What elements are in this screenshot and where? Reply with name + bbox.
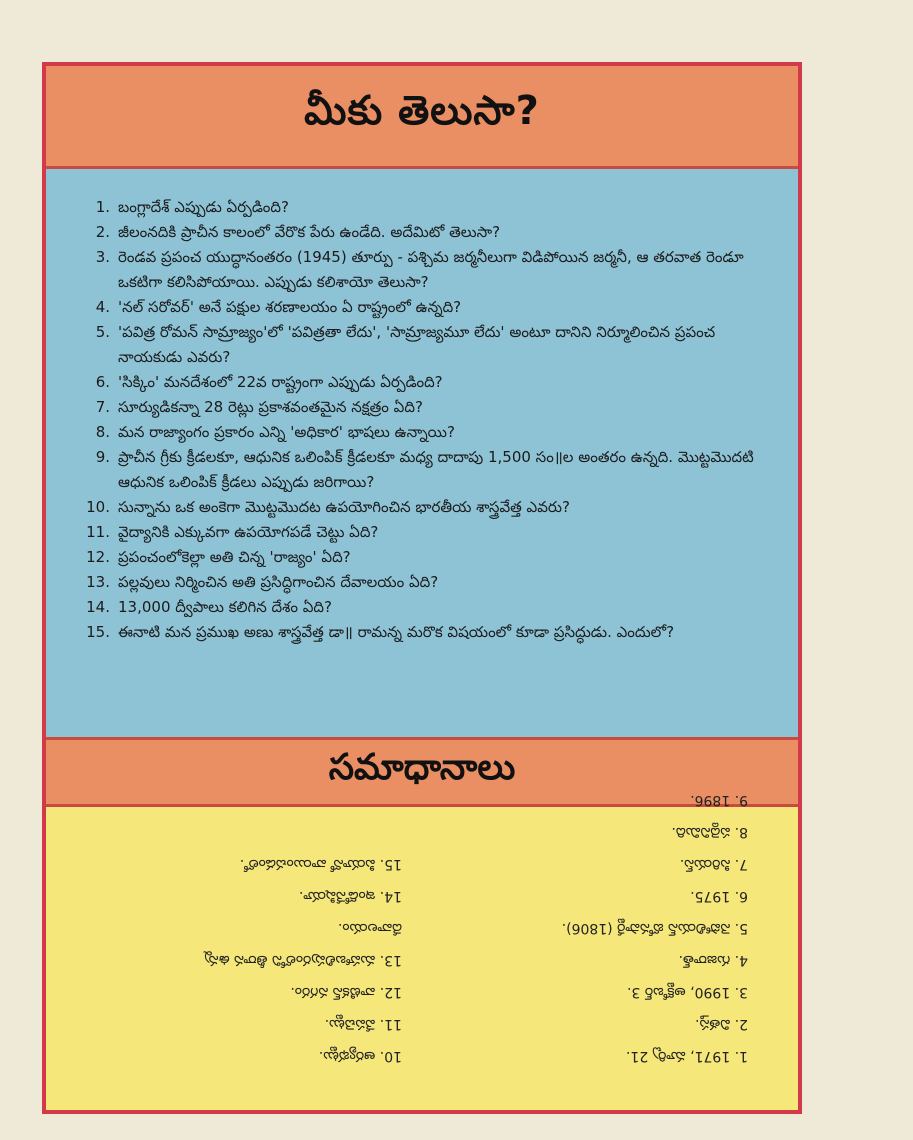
question-list	[82, 195, 778, 645]
questions-section	[46, 169, 798, 737]
answers-section	[46, 792, 798, 1110]
question-item	[82, 220, 778, 245]
question-number: 8.	[95, 423, 110, 441]
question-text: మన రాజ్యాంగం ప్రకారం ఎన్ని 'అధికార' భాషలు ఉన్నాయి?	[118, 423, 455, 441]
question-item	[82, 245, 778, 295]
answer-item: 1. 1971, మార్చి 21.	[625, 1048, 748, 1064]
question-number: 3.	[95, 248, 110, 266]
question-number: 1.	[95, 198, 110, 216]
question-text: ఈనాటి మన ప్రముఖ అణు శాస్త్రవేత్త డా॥ రామన్న మరొక విషయంలో కూడా ప్రసిద్ధుడు. ఎందులో?	[118, 623, 675, 641]
answers-title: సమాధానాలు	[328, 747, 516, 788]
question-item	[82, 395, 778, 420]
question-item	[82, 545, 778, 570]
question-item	[82, 295, 778, 320]
question-number: 9.	[95, 448, 110, 466]
page-title: మీకు తెలుసా?	[304, 88, 540, 134]
question-number: 2.	[95, 223, 110, 241]
question-text: 13,000 ద్వీపాలు కలిగిన దేశం ఏది?	[118, 598, 332, 616]
question-text: 'నల్ సరోవర్' అనే పక్షుల శరణాలయం ఏ రాష్ట్రంలో ఉన్నది?	[118, 298, 462, 316]
question-text: ప్రపంచంలోకెల్లా అతి చిన్న 'రాజ్యం' ఏది?	[118, 548, 351, 566]
answer-item: 5. నెపోలియన్ బోనపార్టే (1806).	[561, 920, 748, 936]
answer-item: 4. గుజరాత్.	[678, 952, 748, 968]
question-text: 'సిక్కిం' మనదేశంలో 22వ రాష్ట్రంగా ఎప్పుడు ఏర్పడింది?	[118, 373, 443, 391]
question-number: 4.	[95, 298, 110, 316]
question-number: 15.	[86, 623, 110, 641]
question-item	[82, 370, 778, 395]
question-item	[82, 445, 778, 495]
answer-item: 14. ఇండోనేషియా.	[298, 888, 402, 904]
question-number: 10.	[86, 498, 110, 516]
question-text: బంగ్లాదేశ్ ఎప్పుడు ఏర్పడింది?	[118, 198, 289, 216]
answer-item: 11. వేపచెట్టు.	[324, 1016, 402, 1032]
question-number: 12.	[86, 548, 110, 566]
title-band	[46, 66, 798, 169]
answer-item: దేవాలయం.	[337, 920, 402, 936]
answers-column-right	[96, 856, 442, 1072]
question-item	[82, 570, 778, 595]
answer-item: 3. 1990, అక్టోబర్ 3.	[627, 984, 748, 1000]
question-number: 14.	[86, 598, 110, 616]
answer-item: 12. వాటికన్ నగరం.	[290, 984, 402, 1000]
answer-item: 10. ఆర్యభట్టు.	[318, 1048, 402, 1064]
question-number: 13.	[86, 573, 110, 591]
question-item	[82, 520, 778, 545]
question-text: సూర్యుడికన్నా 28 రెట్లు ప్రకాశవంతమైన నక్షత్రం ఏది?	[118, 398, 423, 416]
quiz-frame	[42, 62, 802, 1114]
question-number: 7.	[95, 398, 110, 416]
question-item	[82, 320, 778, 370]
question-text: జీలంనదికి ప్రాచీన కాలంలో వేరొక పేరు ఉండేది. అదేమిటో తెలుసా?	[118, 223, 501, 241]
answer-item: 13. మహాబలిపురంలోని తీరాన ఉన్న	[204, 952, 402, 968]
answers-upside-down	[46, 792, 798, 1110]
question-text: వైద్యానికి ఎక్కువగా ఉపయోగపడే చెట్టు ఏది?	[118, 523, 379, 541]
question-item	[82, 620, 778, 645]
question-number: 6.	[95, 373, 110, 391]
answer-item: 15. పియానో వాయించడంలో.	[239, 856, 402, 872]
answer-item: 6. 1975.	[690, 888, 748, 904]
question-item	[82, 195, 778, 220]
answer-item: 9. 1896.	[690, 792, 748, 808]
question-number: 11.	[86, 523, 110, 541]
question-item	[82, 495, 778, 520]
question-text: సున్నాను ఒక అంకెగా మొట్టమొదట ఉపయోగించిన భారతీయ శాస్త్రవేత్త ఎవరు?	[118, 498, 570, 516]
question-text: రెండవ ప్రపంచ యుద్ధానంతరం (1945) తూర్పు - పశ్చిమ జర్మనీలుగా విడిపోయిన జర్మనీ, ఆ తరవాత రెండూ ఒకటిగా కలిసిపోయాయి. ఎప్పుడు కలిశాయో తెలుసా?	[118, 248, 744, 291]
answers-column-left	[442, 792, 748, 1072]
question-text: 'పవిత్ర రోమన్ సామ్రాజ్యం'లో 'పవిత్రతా లేదు', 'సామ్రాజ్యమూ లేదు' అంటూ దానిని నిర్మూలించిన ప్రపంచ నాయకుడు ఎవరు?	[118, 323, 716, 366]
question-text: పల్లవులు నిర్మించిన అతి ప్రసిద్ధిగాంచిన దేవాలయం ఏది?	[118, 573, 439, 591]
answer-item: 2. వితస్త.	[695, 1016, 748, 1032]
question-text: ప్రాచీన గ్రీకు క్రీడలకూ, ఆధునిక ఒలింపిక్ క్రీడలకూ మధ్య దాదాపు 1,500 సం॥ల అంతరం ఉన్నది. మొట్టమొదటి ఆధునిక ఒలింపిక్ క్రీడలు ఎప్పుడు జరిగాయి?	[118, 448, 754, 491]
question-item	[82, 420, 778, 445]
question-number: 5.	[95, 323, 110, 341]
answer-item: 8. పద్దెనిమిది.	[671, 824, 748, 840]
question-item	[82, 595, 778, 620]
answer-item: 7. సిరియస్.	[679, 856, 748, 872]
